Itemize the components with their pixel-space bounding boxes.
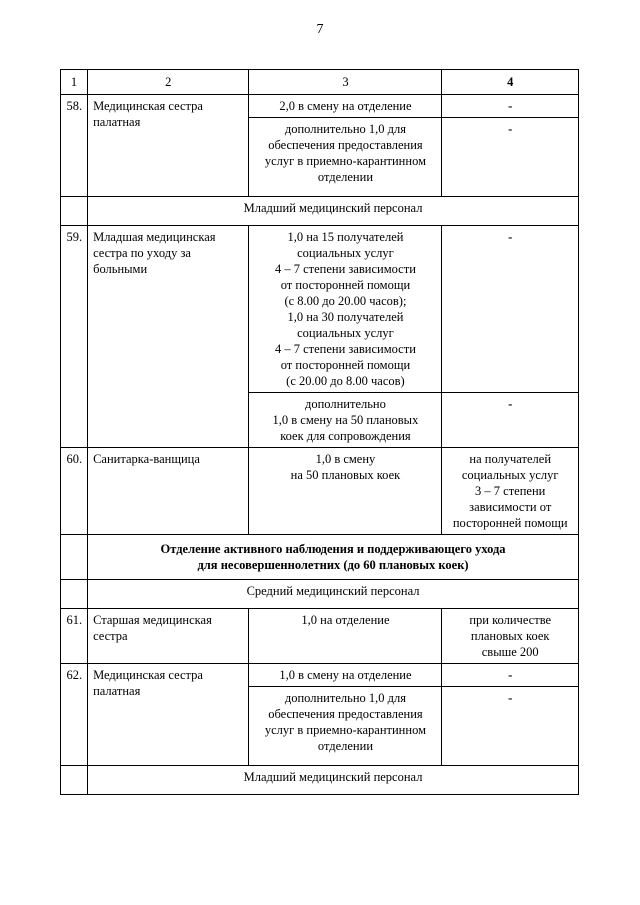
staff-norm: дополнительно 1,0 для обеспечения предоставления услуг в приемно-карантинном отделении: [249, 118, 442, 197]
table-row: [61, 95, 579, 118]
page-number: 7: [316, 22, 324, 37]
position-name: Медицинская сестра палатная: [88, 664, 249, 766]
section-heading: Средний медицинский персонал: [88, 580, 579, 609]
position-name: Старшая медицинская сестра: [88, 609, 249, 664]
staff-norm: 1,0 в смену на 50 плановых коек: [249, 448, 442, 535]
staff-norm: 1,0 на 15 получателей социальных услуг 4 – 7 степени зависимости от посторонней помощи (с 8.00 до 20.00 часов); 1,0 на 30 получателей социальных услуг 4 – 7 степени зависимости от посторонней помощи (с 20.00 до 8.00 часов): [249, 226, 442, 393]
header-col-3: 3: [249, 70, 442, 95]
staff-norm: дополнительно 1,0 для обеспечения предоставления услуг в приемно-карантинном отделении: [249, 687, 442, 766]
section-row: [61, 197, 579, 226]
table-header-row: [61, 70, 579, 95]
row-number: 58.: [61, 95, 88, 197]
note: -: [442, 95, 579, 118]
table-row: [61, 226, 579, 393]
section-row: [61, 535, 579, 580]
table-row: [61, 609, 579, 664]
note: -: [442, 226, 579, 393]
note: на получателей социальных услуг 3 – 7 степени зависимости от посторонней помощи: [442, 448, 579, 535]
staff-norm: дополнительно 1,0 в смену на 50 плановых коек для сопровождения: [249, 393, 442, 448]
staff-norm: 1,0 на отделение: [249, 609, 442, 664]
row-number: 59.: [61, 226, 88, 448]
header-col-1: 1: [61, 70, 88, 95]
section-heading: Младший медицинский персонал: [88, 197, 579, 226]
position-name: Медицинская сестра палатная: [88, 95, 249, 197]
row-number: 60.: [61, 448, 88, 535]
header-col-2: 2: [88, 70, 249, 95]
position-name: Санитарка-ванщица: [88, 448, 249, 535]
section-row: [61, 580, 579, 609]
staff-norm: 1,0 в смену на отделение: [249, 664, 442, 687]
table-row: [61, 664, 579, 687]
note: -: [442, 118, 579, 197]
row-number: 61.: [61, 609, 88, 664]
staffing-table: [60, 69, 579, 795]
staff-norm: 2,0 в смену на отделение: [249, 95, 442, 118]
department-heading: Отделение активного наблюдения и поддерживающего ухода для несовершеннолетних (до 60 плановых коек): [88, 535, 579, 580]
note: -: [442, 393, 579, 448]
section-row: [61, 766, 579, 795]
row-number: 62.: [61, 664, 88, 766]
note: при количестве плановых коек свыше 200: [442, 609, 579, 664]
note: -: [442, 687, 579, 766]
position-name: Младшая медицинская сестра по уходу за больными: [88, 226, 249, 448]
table-row: [61, 448, 579, 535]
note: -: [442, 664, 579, 687]
section-heading: Младший медицинский персонал: [88, 766, 579, 795]
header-col-4: 4: [442, 70, 579, 95]
